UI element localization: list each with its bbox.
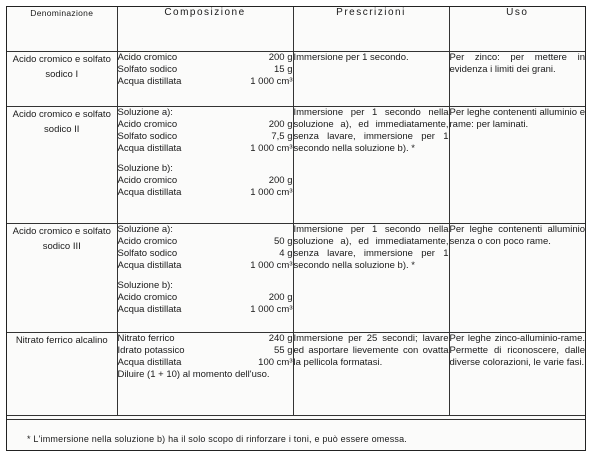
cell-denominazione: Nitrato ferrico alcalino xyxy=(7,333,117,416)
ingredient-quantity: 200 g xyxy=(268,52,293,63)
reagents-table xyxy=(7,7,585,416)
ingredient-name: Acqua distillata xyxy=(117,76,182,87)
ingredient-quantity: 240 g xyxy=(268,333,293,344)
ingredient-line xyxy=(118,304,293,316)
ingredient-quantity: 1 000 cm³ xyxy=(250,260,293,271)
header-denominazione: Denominazione xyxy=(7,7,117,52)
ingredient-line xyxy=(118,119,293,131)
ingredient-name: Solfato sodico xyxy=(117,131,178,142)
solution-heading: Soluzione a): xyxy=(117,224,173,235)
table-row xyxy=(7,107,585,224)
ingredient-line xyxy=(118,64,293,76)
ingredient-quantity: 200 g xyxy=(268,292,293,303)
ingredient-name: Acido cromico xyxy=(117,292,178,303)
cell-composizione xyxy=(117,224,293,333)
cell-uso: Per leghe contenenti alluminio e rame: per laminati. xyxy=(449,107,585,224)
cell-prescrizioni: Immersione per 1 secondo nella soluzione a), ed immediatamente, senza lavare, immersione per 1 secondo nella soluzione b). * xyxy=(293,224,449,333)
ingredient-name: Acido cromico xyxy=(117,236,178,247)
ingredient-line xyxy=(118,52,293,64)
ingredient-line xyxy=(118,345,293,357)
ingredient-name: Acqua distillata xyxy=(117,143,182,154)
ingredient-quantity: 50 g xyxy=(274,236,293,247)
ingredient-quantity: 200 g xyxy=(268,119,293,130)
solution-heading: Soluzione a): xyxy=(117,107,173,118)
ingredient-name: Acido cromico xyxy=(117,175,178,186)
cell-composizione xyxy=(117,107,293,224)
ingredient-quantity: 4 g xyxy=(279,248,293,259)
ingredient-line xyxy=(118,260,293,272)
cell-composizione xyxy=(117,333,293,416)
ingredient-name: Acqua distillata xyxy=(117,187,182,198)
cell-composizione xyxy=(117,52,293,107)
cell-prescrizioni: Immersione per 1 secondo. xyxy=(293,52,449,107)
header-prescrizioni: Prescrizioni xyxy=(293,7,449,52)
ingredient-quantity: 15 g xyxy=(274,64,293,75)
ingredient-line xyxy=(118,143,293,155)
cell-uso: Per leghe zinco-alluminio-rame. Permette di riconoscere, dalle diverse colorazioni, le varie fasi. xyxy=(449,333,585,416)
ingredient-name: Acqua distillata xyxy=(117,304,182,315)
ingredient-quantity: 1 000 cm³ xyxy=(250,304,293,315)
ingredient-quantity: 7,5 g xyxy=(271,131,293,142)
ingredient-line xyxy=(118,292,293,304)
ingredient-quantity: 1 000 cm³ xyxy=(250,187,293,198)
footnote-divider xyxy=(7,419,585,420)
ingredient-line xyxy=(118,248,293,260)
cell-denominazione: Acido cromico e solfato sodico II xyxy=(7,107,117,224)
ingredient-line xyxy=(118,187,293,199)
ingredient-quantity: 1 000 cm³ xyxy=(250,76,293,87)
ingredient-name: Acqua distillata xyxy=(117,357,182,368)
block-spacer xyxy=(118,155,293,163)
ingredient-name: Solfato sodico xyxy=(117,248,178,259)
cell-prescrizioni: Immersione per 1 secondo nella soluzione a), ed immediatamente, senza lavare, immersione per 1 secondo nella soluzione b). * xyxy=(293,107,449,224)
ingredient-line xyxy=(118,333,293,345)
ingredient-line xyxy=(118,76,293,88)
ingredient-name: Nitrato ferrico xyxy=(117,333,175,344)
ingredient-quantity: 100 cm³ xyxy=(258,357,293,368)
cell-prescrizioni: Immersione per 25 secondi; lavare ed asportare lievemente con ovatta la pellicola formatasi. xyxy=(293,333,449,416)
ingredient-name: Acido cromico xyxy=(117,52,178,63)
ingredient-line xyxy=(118,357,293,369)
footnote: * L'immersione nella soluzione b) ha il solo scopo di rinforzare i toni, e può essere omessa. xyxy=(27,434,408,444)
cell-denominazione: Acido cromico e solfato sodico III xyxy=(7,224,117,333)
ingredient-line xyxy=(118,131,293,143)
header-uso: Uso xyxy=(449,7,585,52)
ingredient-line xyxy=(118,175,293,187)
solution-heading: Soluzione b): xyxy=(117,280,173,291)
cell-uso: Per leghe contenenti alluminio senza o con poco rame. xyxy=(449,224,585,333)
header-composizione: Composizione xyxy=(117,7,293,52)
ingredient-name: Solfato sodico xyxy=(117,64,178,75)
ingredient-name: Acqua distillata xyxy=(117,260,182,271)
ingredient-quantity: 200 g xyxy=(268,175,293,186)
ingredient-quantity: 1 000 cm³ xyxy=(250,143,293,154)
ingredient-quantity: 55 g xyxy=(274,345,293,356)
table-body xyxy=(7,52,585,416)
document-page xyxy=(6,6,586,451)
solution-heading: Soluzione b): xyxy=(117,163,173,174)
cell-denominazione: Acido cromico e solfato sodico I xyxy=(7,52,117,107)
ingredient-name: Idrato potassico xyxy=(117,345,185,356)
ingredient-line xyxy=(118,236,293,248)
dilution-note: Diluire (1 + 10) al momento dell'uso. xyxy=(117,369,270,380)
table-row xyxy=(7,52,585,107)
table-row xyxy=(7,224,585,333)
table-row xyxy=(7,333,585,416)
ingredient-name: Acido cromico xyxy=(117,119,178,130)
block-spacer xyxy=(118,272,293,280)
cell-uso: Per zinco: per mettere in evidenza i limiti dei grani. xyxy=(449,52,585,107)
